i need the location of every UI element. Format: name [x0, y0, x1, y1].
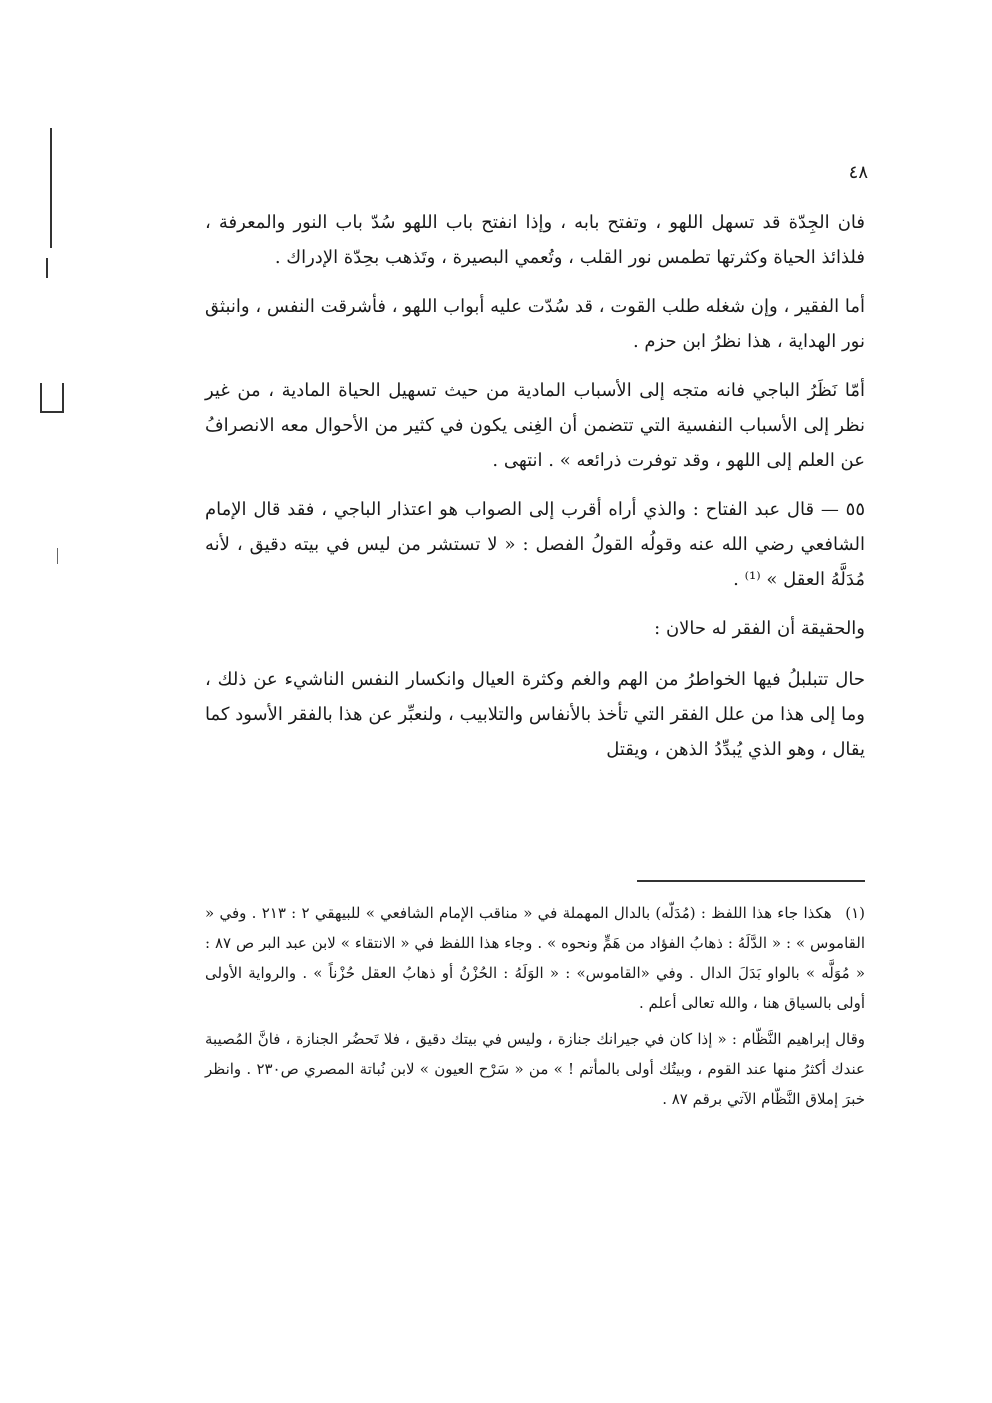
paragraph-3: أمّا نَظَرُ الباجي فانه متجه إلى الأسباب المادية من حيث تسهيل الحياة المادية ، من غير نظر إلى الأسباب النفسية التي تتضمن أن الغِنى يكون في كثير من الأحوال معه الانصرافُ عن العلم إلى اللهو ، وقد توفرت ذرائعه » . انتهى .	[205, 380, 865, 471]
footnote-1-continuation: وقال إبراهيم النَّظّام : « إذا كان في جيرانك جنازة ، وليس في بيتك دقيق ، فلا تَحضُر الجنازة ، فانَّ المُصيبة عندك أكثرُ منها عند القوم ، وبيتُك أولى بالمأتم ! » من « سَرْح العيون » لابن نُباتة المصري ص٢٣٠ . وانظر خبرَ إملاق النَّظّام الآتي برقم ٨٧ .	[205, 1030, 865, 1108]
page-number: ٤٨	[848, 162, 868, 183]
footnotes	[205, 898, 865, 1120]
margin-stroke-small	[46, 258, 48, 278]
margin-tick-mark	[57, 548, 58, 564]
margin-pencil-mark	[38, 128, 66, 298]
footnote-separator	[637, 880, 865, 882]
paragraph-6: حال تتبلبلُ فيها الخواطرُ من الهم والغم وكثرة العيال وانكسار النفس الناشيء عن ذلك ، وما إلى هذا من علل الفقر التي تأخذ بالأنفاس والتلابيب ، ولنعبِّر عن هذا بالفقر الأسود كما يقال ، وهو الذي يُبدِّدُ الذهن ، ويقتل	[205, 669, 865, 760]
footnote-1-text: هكذا جاء هذا اللفظ : (مُدَلّه) بالدال المهملة في « مناقب الإمام الشافعي » للبيهقي ٢ : ٢١٣ . وفي « القاموس » : « الدَّلَهُ : ذهابُ الفؤاد من هَمٍّ ونحوه » . وجاء هذا اللفظ في « الانتقاء » لابن عبد البر ص ٨٧ : « مُوَلَّه » بالواو بَدَلَ الدال . وفي «القاموس» : « الوَلَهُ : الحُزْنُ أو ذهابُ العقل حُزْناً » . والرواية الأولى أولى بالسياق هنا ، والله تعالى أعلم .	[205, 904, 865, 1012]
footnote-1	[205, 898, 865, 1018]
paragraph-4: ٥٥ — قال عبد الفتاح : والذي أراه أقرب إلى الصواب هو اعتذار الباجي ، فقد قال الإمام الشافعي رضي الله عنه وقولُه القولُ الفصل : « لا تستشر من ليس في بيته دقيق ، لأنه مُدَلَّهُ العقل » ⁽¹⁾ .	[205, 499, 865, 590]
margin-stroke	[50, 128, 52, 248]
margin-bracket-mark	[40, 383, 64, 413]
paragraph-2: أما الفقير ، وإن شغله طلب القوت ، قد سُدّت عليه أبواب اللهو ، فأشرقت النفس ، وانبثق نور الهداية ، هذا نظرُ ابن حزم .	[205, 296, 865, 352]
paragraph-1: فان الجِدّة قد تسهل اللهو ، وتفتح بابه ، وإذا انفتح باب اللهو سُدّ باب النور والمعرفة ، فلذائذ الحياة وكثرتها تطمس نور القلب ، وتُعمي البصيرة ، وتَذهب بحِدّة الإدراك .	[205, 212, 865, 268]
main-text	[205, 205, 865, 781]
paragraph-5: والحقيقة أن الفقر له حالان :	[654, 618, 865, 639]
footnote-1-number: (١)	[845, 904, 865, 922]
